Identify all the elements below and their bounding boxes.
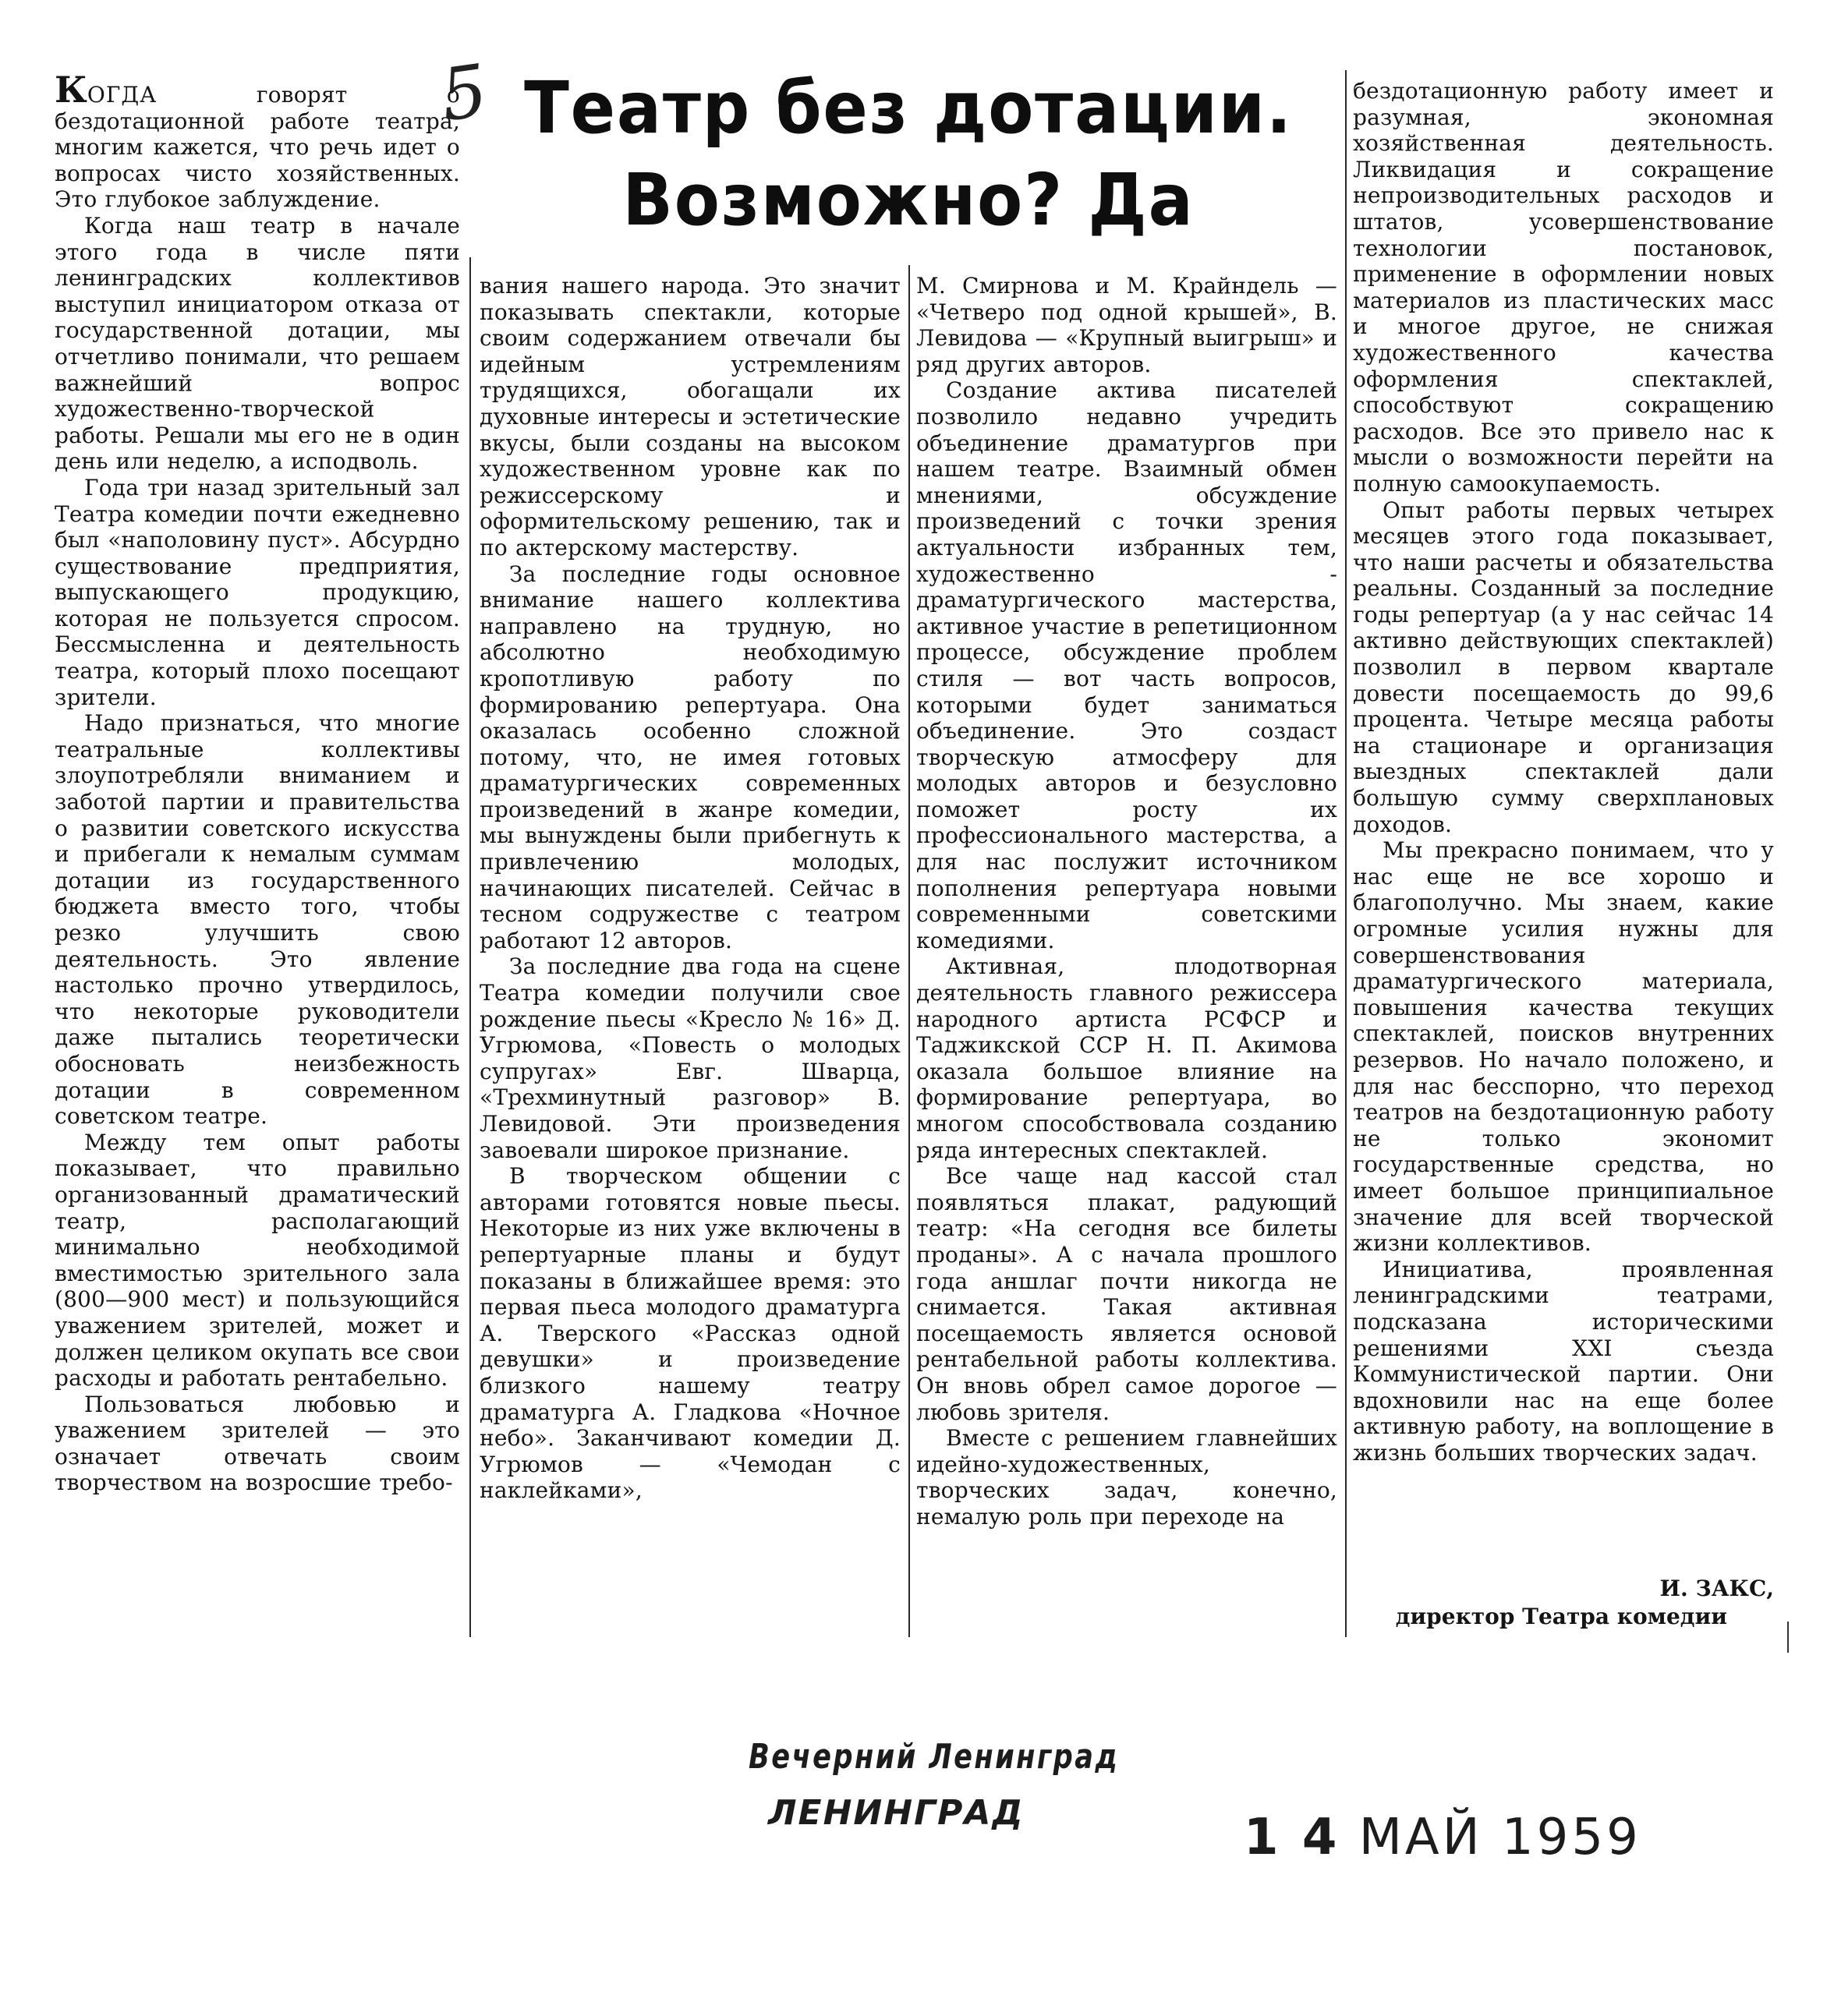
column-rule [908,265,910,1637]
paragraph-continued: вания нашего народа. Это значит показывать спектакли, которые своим содержанием отвечали бы идейным устремлениям трудящихся, обогащали их духовные интересы и эстетические вкусы, были созданы на высоком художественном уровне как по режиссерскому и оформительскому решению, так и по актерскому мастерству. [480,273,901,561]
paragraph: Мы прекрасно понимаем, что у нас еще не все хорошо и благополучно. Мы знаем, какие огромные усилия нужны для совершенствования драматургического материала, повышения качества текущих спектаклей, поисков внутренних резервов. Но начало положено, и для нас бесспорно, что переход театров на бездотационную работу не только экономит государственные средства, но имеет большое принципиальное значение для всей творческой жизни коллективов. [1353,837,1774,1257]
date-stamp [1244,1809,1641,1866]
paragraph-continued: бездотационную работу имеет и разумная, экономная хозяйственная деятельность. Ликвидация и сокращение непроизводительных расходов и штатов, усовершенствование технологии постановок, применение в оформлении новых материалов из пластических масс и многое другое, не снижая художественного качества оформления спектаклей, способствуют сокращению расходов. Все это привело нас к мысли о возможности перейти на полную самоокупаемость. [1353,78,1774,497]
headline-line-2: Возможно? Да [622,158,1195,242]
headline [518,62,1300,246]
paragraph: Надо признаться, что многие театральные коллективы злоупотребляли вниманием и заботой партии и правительства о развитии советского искусства и прибегали к немалым суммам дотации из государственного бюджета вместо того, чтобы резко улучшить свою деятельность. Это явление настолько прочно утвердилось, что некоторые руководители даже пытались теоретически обосновать неизбежность дотации в современном советском театре. [55,710,460,1130]
city-stamp: ЛЕНИНГРАД [768,1793,1025,1833]
paragraph: За последние годы основное внимание нашего коллектива направлено на трудную, но абсолютно необходимую кропотливую работу по формированию репертуара. Она оказалась особенно сложной потому, что, не имея готовых драматургических современных произведений в жанре комедии, мы вынуждены были прибегнуть к привлечению молодых, начинающих писателей. Сейчас в тесном содружестве с театром работают 12 авторов. [480,561,901,953]
article-column-2 [480,273,901,1504]
paragraph: Инициатива, проявленная ленинградскими театрами, подсказана историческими решениями XXI съезда Коммунистической партии. Они вдохновили нас на еще более активную работу, на воплощение в жизнь больших творческих задач. [1353,1256,1774,1466]
handwritten-page-number: 5 [435,48,493,138]
lead-paragraph [55,69,460,213]
column-rule [1345,70,1347,1637]
paragraph: За последние два года на сцене Театра комедии получили свое рождение пьесы «Кресло № 16» Д. Угрюмова, «Повесть о молодых супругах» Евг. Шварца, «Трехминутный разговор» В. Левидовой. Эти произведения завоевали широкое признание. [480,953,901,1163]
newspaper-name-stamp: Вечерний Ленинград [749,1737,1120,1777]
article-column-4 [1353,78,1774,1466]
paragraph: Активная, плодотворная деятельность главного режиссера народного артиста РСФСР и Таджикской ССР Н. П. Акимова оказала большое влияние на формирование репертуара, во многом способствовала созданию ряда интересных спектаклей. [916,953,1337,1163]
column-rule [469,257,471,1637]
lead-caps: ОГДА [87,82,158,108]
headline-line-1: Театр без дотации. [524,66,1293,150]
paragraph: Года три назад зрительный зал Театра комедии почти ежедневно был «наполовину пуст». Абсурдно существование предприятия, выпускающего продукцию, которая не пользуется спросом. Бессмысленна и деятельность театра, который плохо посещают зрители. [55,474,460,710]
paragraph: Вместе с решением главнейших идейно-художественных, творческих задач, конечно, немалую роль при переходе на [916,1425,1337,1530]
paragraph: Пользоваться любовью и уважением зрителей — это означает отвечать своим творчеством на возросшие требо- [55,1391,460,1496]
paragraph: Все чаще над кассой стал появляться плакат, радующий театр: «На сегодня все билеты проданы». А с начала прошлого года аншлаг почти никогда не снимается. Такая активная посещаемость является основой рентабельной работы коллектива. Он вновь обрел самое дорогое — любовь зрителя. [916,1163,1337,1425]
date-stamp-day: 1 4 [1244,1809,1340,1866]
author-signature [1353,1575,1774,1631]
paragraph: В творческом общении с авторами готовятся новые пьесы. Некоторые из них уже включены в репертуарные планы и будут показаны в ближайшее время: это первая пьеса молодого драматурга А. Тверского «Рассказ одной девушки» и произведение близкого нашему театру драматурга А. Гладкова «Ночное небо». Заканчивают комедии Д. Угрюмов — «Чемодан с наклейками», [480,1163,901,1504]
date-stamp-month-year: МАЙ 1959 [1358,1809,1641,1866]
paragraph: Между тем опыт работы показывает, что правильно организованный драматический театр, располагающий минимально необходимой вместимостью зрительного зала (800—900 мест) и пользующийся уважением зрителей, может и должен целиком окупать все свои расходы и работать рентабельно. [55,1129,460,1392]
paragraph: Опыт работы первых четырех месяцев этого года показывает, что наши расчеты и обязательства реальны. Созданный за последние годы репертуар (а у нас сейчас 14 активно действующих спектаклей) позволил в первом квартале довести посещаемость до 99,6 процента. Четыре месяца работы на стационаре и организация выездных спектаклей дали большую сумму сверхплановых доходов. [1353,497,1774,837]
margin-mark [1787,1622,1789,1653]
lead-text: говорят о бездотационной работе театра, многим кажется, что речь идет о вопросах чисто хозяйственных. Это глубокое заблуждение. [55,82,460,213]
paragraph: Когда наш театр в начале этого года в числе пяти ленинградских коллективов выступил инициатором отказа от государственной дотации, мы отчетливо понимали, что решаем важнейший вопрос художественно-творческой работы. Решали мы его не в один день или неделю, а исподволь. [55,212,460,475]
drop-cap: К [55,69,87,111]
author-role: директор Театра комедии [1395,1604,1727,1629]
article-column-3 [916,273,1337,1530]
paragraph-continued: М. Смирнова и М. Крайндель — «Четверо под одной крышей», В. Левидова — «Крупный выигрыш» и ряд других авторов. [916,273,1337,377]
paragraph: Создание актива писателей позволило недавно учредить объединение драматургов при нашем театре. Взаимный обмен мнениями, обсуждение произведений с точки зрения актуальности избранных тем, художественно - драматургического мастерства, активное участие в репетиционном процессе, обсуждение проблем стиля — вот часть вопросов, которыми будет заниматься объединение. Это создаст творческую атмосферу для молодых авторов и безусловно поможет росту их профессионального мастерства, а для нас послужит источником пополнения репертуара новыми современными советскими комедиями. [916,377,1337,953]
article-column-1 [55,69,460,1496]
author-name: И. ЗАКС, [1659,1576,1774,1601]
